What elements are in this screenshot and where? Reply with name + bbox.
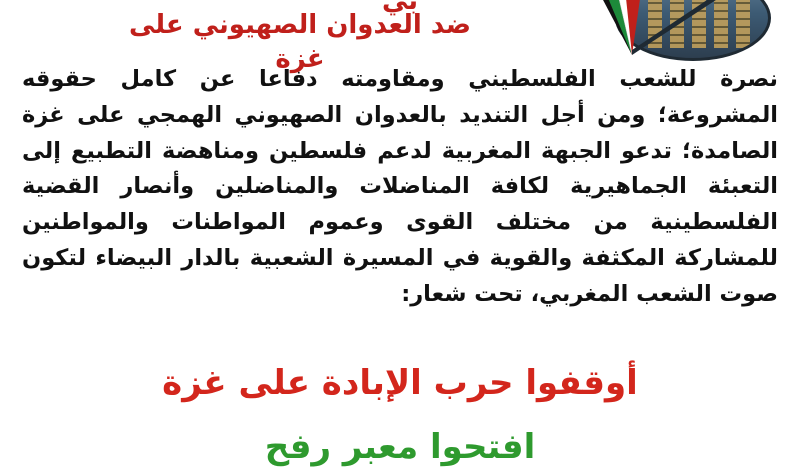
slogan-green: افتحوا معبر رفح: [264, 427, 536, 467]
slogan-red: أوقفوا حرب الإبادة على غزة: [162, 363, 638, 403]
page-headline: ضد العدوان الصهيوني على غزة: [128, 10, 472, 74]
header-top-line: بي: [381, 0, 419, 16]
flag-logo-icon: [572, 0, 782, 60]
body-paragraph: نصرة للشعب الفلسطيني ومقاومته دفاعا عن كامل حقوقه المشروعة؛ ومن أجل التنديد بالعدوان الصهيوني الهمجي على غزة الصامدة؛ تدعو الجبهة المغربية لدعم فلسطين ومناهضة التطبيع إلى التعبئة الجماهيرية لكافة المناضلات والمناضلين وأنصار القضية الفلسطينية من مختلف القوى وعموم المواطنات والمواطنين للمشاركة المكثفة والقوية في المسيرة الشعبية بالدار البيضاء لتكون صوت الشعب المغربي، تحت شعار:: [22, 66, 778, 307]
